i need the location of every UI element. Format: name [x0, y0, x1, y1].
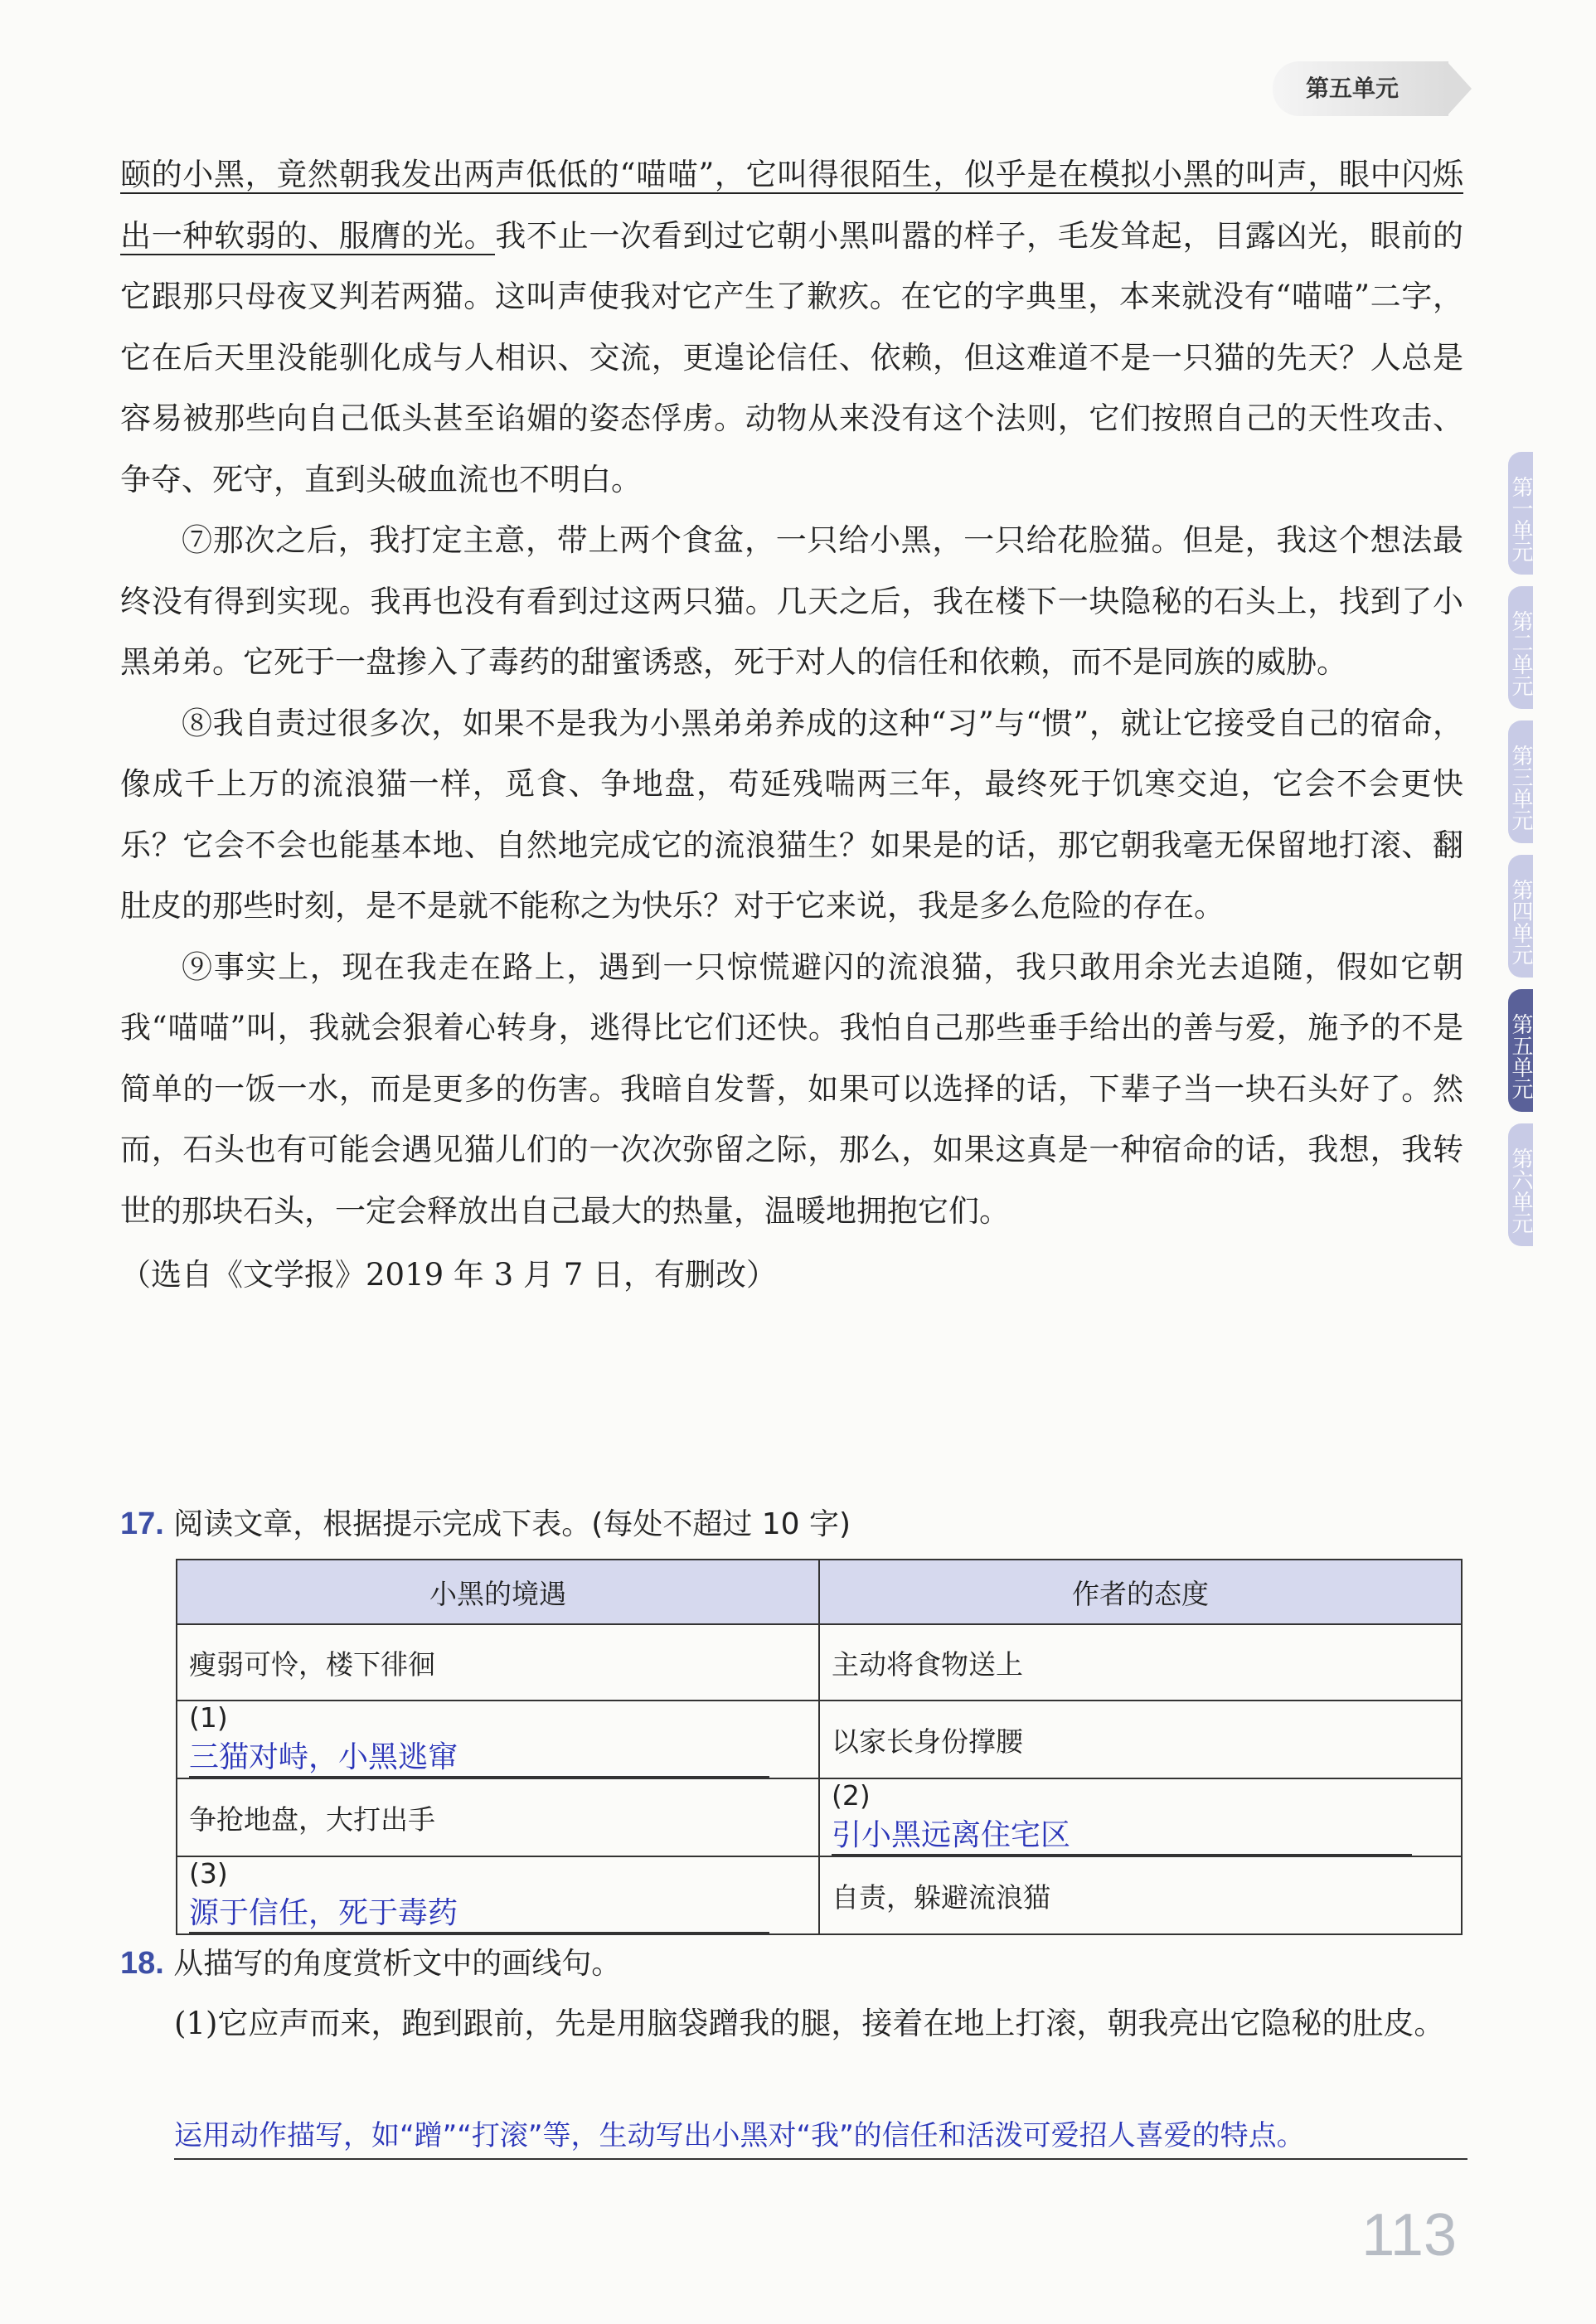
side-tab-unit-3[interactable]: 第三单元 [1508, 720, 1533, 843]
answer-blank-2[interactable]: 引小黑远离住宅区 [832, 1812, 1412, 1856]
reading-passage [120, 144, 1463, 1306]
question-17 [120, 1501, 1463, 1543]
table-row [177, 1701, 1462, 1778]
paragraph-8: ⑧我自责过很多次，如果不是我为小黑弟弟养成的这种“习”与“惯”，就让它接受自己的宿命，像成千上万的流浪猫一样，觅食、争地盘，苟延残喘两三年，最终死于饥寒交迫，它会不会更快乐？它会不会也能基本地、自然地完成它的流浪猫生？如果是的话，那它朝我毫无保留地打滚、翻肚皮的那些时刻，是不是就不能称之为快乐？对于它来说，我是多么危险的存在。 [120, 705, 1463, 924]
side-tab-unit-5[interactable]: 第五单元 [1508, 989, 1533, 1112]
underlined-sentence: 颐的小黑，竟然朝我发出两声低低的“喵喵”，它叫得很陌生，似乎是在模拟小黑的叫声，眼中闪烁出一种软弱的、服膺的光。 [120, 157, 1463, 254]
answer-line-1[interactable]: 运用动作描写，如“蹭”“打滚”等，生动写出小黑对“我”的信任和活泼可爱招人喜爱的特点。 [174, 2113, 1467, 2160]
question-18 [120, 1940, 1463, 1982]
side-tab-unit-6[interactable]: 第六单元 [1508, 1123, 1533, 1246]
table-cell: 争抢地盘，大打出手 [177, 1778, 819, 1856]
question-number: 18. [120, 1946, 164, 1981]
side-tab-unit-4[interactable]: 第四单元 [1508, 855, 1533, 978]
answer-blank-1[interactable]: 三猫对峙，小黑逃窜 [189, 1734, 769, 1778]
table-cell: 瘦弱可怜，楼下徘徊 [177, 1624, 819, 1701]
answer-blank-3[interactable]: 源于信任，死于毒药 [189, 1890, 769, 1933]
table-cell: (1)三猫对峙，小黑逃窜 [177, 1701, 819, 1778]
source-citation: （选自《文学报》2019 年 3 月 7 日，有删改） [120, 1257, 778, 1293]
unit-side-tabs [1508, 452, 1569, 1258]
table-header: 作者的态度 [819, 1560, 1462, 1624]
table-cell: 主动将食物送上 [819, 1624, 1462, 1701]
table-cell: 以家长身份撑腰 [819, 1701, 1462, 1778]
header-arrow-icon [1447, 61, 1472, 116]
question-number: 17. [120, 1506, 164, 1541]
unit-header: 第五单元 [1273, 61, 1448, 116]
paragraph-6-cont: 颐的小黑，竟然朝我发出两声低低的“喵喵”，它叫得很陌生，似乎是在模拟小黑的叫声，眼中闪烁出一种软弱的、服膺的光。我不止一次看到过它朝小黑叫嚣的样子，毛发耸起，目露凶光，眼前的它跟那只母夜叉判若两猫。这叫声使我对它产生了歉疚。在它的字典里，本来就没有“喵喵”二字，它在后天里没能驯化成与人相识、交流，更遑论信任、依赖，但这难道不是一只猫的先天？人总是容易被那些向自己低头甚至谄媚的姿态俘虏。动物从来没有这个法则，它们按照自己的天性攻击、争夺、死守，直到头破血流也不明白。 [120, 157, 1464, 497]
answer-table [176, 1559, 1463, 1935]
table-cell: 自责，躲避流浪猫 [819, 1856, 1462, 1934]
sub-question-1: (1)它应声而来，跑到跟前，先是用脑袋蹭我的腿，接着在地上打滚，朝我亮出它隐秘的肚皮。 [174, 2006, 1445, 2041]
question-text: 从描写的角度赏析文中的画线句。 [173, 1947, 622, 1981]
side-tab-unit-1[interactable]: 第一单元 [1508, 452, 1533, 575]
question-text: 阅读文章，根据提示完成下表。(每处不超过 10 字) [173, 1507, 851, 1541]
table-row [177, 1856, 1462, 1934]
table-cell: (3)源于信任，死于毒药 [177, 1856, 819, 1934]
table-cell: (2)引小黑远离住宅区 [819, 1778, 1462, 1856]
side-tab-unit-2[interactable]: 第二单元 [1508, 586, 1533, 709]
paragraph-7: ⑦那次之后，我打定主意，带上两个食盆，一只给小黑，一只给花脸猫。但是，我这个想法最终没有得到实现。我再也没有看到过这两只猫。几天之后，我在楼下一块隐秘的石头上，找到了小黑弟弟。它死于一盘掺入了毒药的甜蜜诱惑，死于对人的信任和依赖，而不是同族的威胁。 [120, 522, 1463, 680]
table-row [177, 1778, 1462, 1856]
page-number: 113 [1361, 2202, 1457, 2268]
paragraph-9: ⑨事实上，现在我走在路上，遇到一只惊慌避闪的流浪猫，我只敢用余光去追随，假如它朝我“喵喵”叫，我就会狠着心转身，逃得比它们还快。我怕自己那些垂手给出的善与爱，施予的不是简单的一饭一水，而是更多的伤害。我暗自发誓，如果可以选择的话，下辈子当一块石头好了。然而，石头也有可能会遇见猫儿们的一次次弥留之际，那么，如果这真是一种宿命的话，我想，我转世的那块石头，一定会释放出自己最大的热量，温暖地拥抱它们。 [120, 949, 1463, 1229]
table-header: 小黑的境遇 [177, 1560, 819, 1624]
table-row [177, 1624, 1462, 1701]
